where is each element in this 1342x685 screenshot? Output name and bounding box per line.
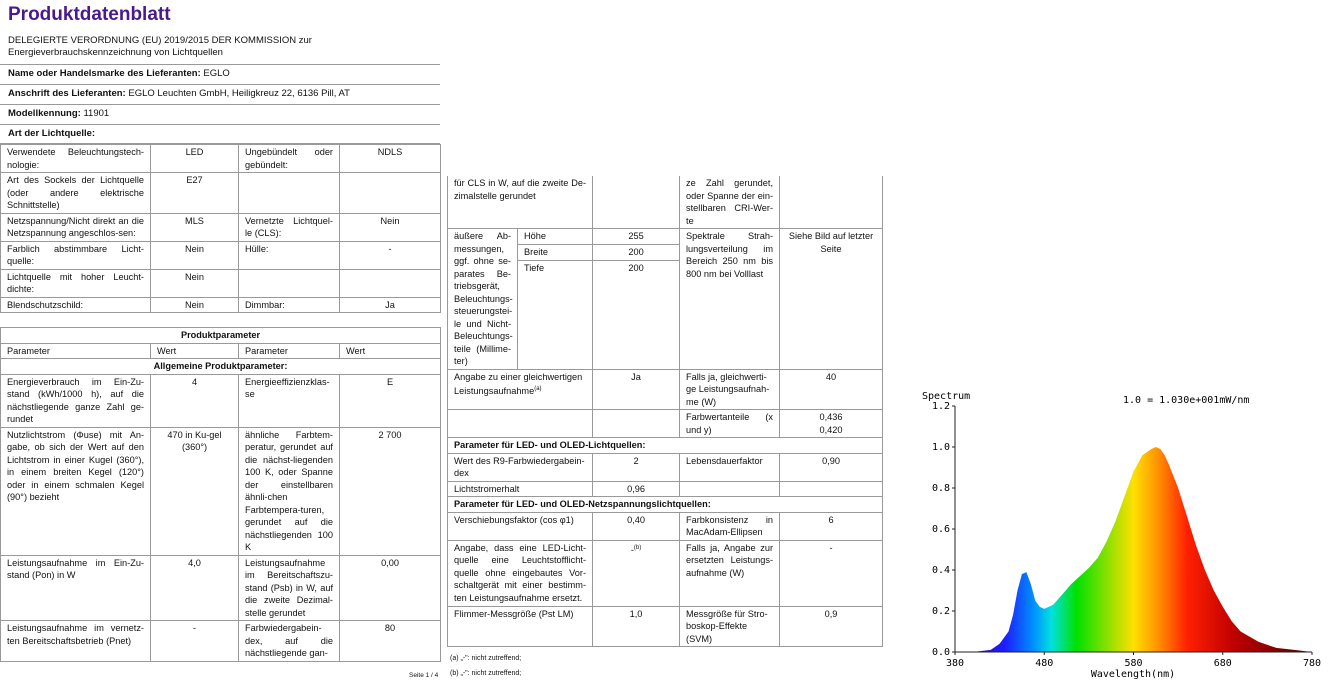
regulation-text-2: Energieverbrauchskennzeichnung von Lichtquellen [8,47,223,58]
general-cell-d: E [340,374,441,427]
left-cell-d [340,269,441,297]
model-value: 11901 [83,108,110,119]
general-cell-d: 2 700 [340,427,441,555]
product-params-table [0,327,441,662]
col-header-param: Parameter [1,343,151,359]
equiv-power-label [448,369,593,410]
left-row [1,213,441,241]
x-tick-label: 580 [1124,658,1143,669]
chroma-y: 0,420 [819,424,843,435]
y-tick-label: 0.8 [931,483,950,494]
left-cell-a: Farblich abstimmbare Licht-quelle: [1,241,151,269]
cls-standby-label: für CLS in W, auf die zweite De-zimalstelle gerundet [448,176,593,229]
color-consistency-value: 6 [780,512,883,540]
y-tick-label: 1.2 [931,401,950,412]
general-params-title: Allgemeine Produktparameter: [1,359,441,375]
left-cell-c [239,269,340,297]
stroboscopic-label: Messgröße für Stro-boskop-Effekte (SVM) [680,606,780,647]
general-cell-a: Nutzlichtstrom (Φuse) mit An-gabe, ob sich der Wert auf den Lichtstrom in einer Kugel (360°), in einem breiten Kegel (120°) oder in einem schmalen Kegel (90°) bezieht [1,427,151,555]
left-cell-b: Nein [151,241,239,269]
y-tick-label: 0.4 [931,565,950,576]
general-row [1,374,441,427]
general-cell-b: 4 [151,374,239,427]
stroboscopic-value: 0,9 [780,606,883,647]
r9-value: 2 [593,453,680,481]
cri-note: ze Zahl gerundet, oder Spanne der ein-stellbaren CRI-Wer-te [680,176,780,229]
life-factor-label: Lebensdauerfaktor [680,453,780,481]
left-cell-b: Nein [151,297,239,313]
general-cell-c: Farbwiedergabein-dex, auf die nächstliegende gan- [239,621,340,662]
left-cell-b: Nein [151,269,239,297]
empty-cell [593,410,680,438]
left-cell-c [239,173,340,214]
dim-width-value: 200 [593,245,680,261]
product-datasheet-left [0,0,440,685]
left-cell-d: NDLS [340,145,441,173]
footnote-a: (a) „-": nicht zutreffend; [450,655,522,662]
left-row [1,297,441,313]
chroma-x: 0,436 [819,412,843,422]
regulation-text: DELEGIERTE VERORDNUNG (EU) 2019/2015 DER KOMMISSION zur [8,35,312,46]
x-tick-label: 680 [1213,658,1232,669]
address-label: Anschrift des Lieferanten: [8,88,126,99]
replacement-if-value: - [780,540,883,606]
y-tick-label: 0.6 [931,524,950,535]
general-cell-c: Leistungsaufnahme im Bereitschaftszu-stand (Psb) in W, auf die zweite Dezimal-stelle gerundet [239,555,340,621]
replacement-if-label: Falls ja, Angabe zur ersetzten Leistungs-aufnahme (W) [680,540,780,606]
x-tick-label: 380 [945,658,965,669]
equiv-power-value: Ja [593,369,680,410]
model-label: Modellkennung: [8,108,81,119]
chroma-label: Farbwertanteile (x und y) [680,410,780,438]
replacement-label: Angabe, dass eine LED-Licht-quelle eine Leuchtstofflicht-quelle ohne eingebautes Vor-schaltgerät mit einer bestimm-ten Leistungsaufnahme ersetzt. [448,540,593,606]
left-cell-d: - [340,241,441,269]
left-cell-b: E27 [151,173,239,214]
led-params-title: Parameter für LED- und OLED-Lichtquellen: [448,438,883,454]
empty-cell [593,176,680,229]
life-factor-value: 0,90 [780,453,883,481]
left-cell-b: LED [151,145,239,173]
lumen-maint-label: Lichtstromerhalt [448,481,593,497]
left-cell-d: Ja [340,297,441,313]
lumen-maint-value: 0,96 [593,481,680,497]
flicker-value: 1,0 [593,606,680,647]
empty-cell [780,481,883,497]
general-cell-b: 470 in Ku-gel (360°) [151,427,239,555]
equiv-if-value: 40 [780,369,883,410]
dim-depth-label: Tiefe [518,261,593,369]
r9-label: Wert des R9-Farbwiedergabein-dex [448,453,593,481]
shift-factor-label: Verschiebungsfaktor (cos φ1) [448,512,593,540]
light-source-table [0,144,441,313]
equiv-power-text: Angabe zu einer gleichwertigen Leistungsaufnahme [454,371,583,397]
light-type-label: Art der Lichtquelle: [8,128,96,139]
general-row [1,555,441,621]
left-cell-a: Art des Sockels der Lichtquelle (oder andere elektrische Schnittstelle) [1,173,151,214]
left-cell-c: Dimmbar: [239,297,340,313]
left-row [1,269,441,297]
left-cell-a: Blendschutzschild: [1,297,151,313]
general-cell-b: - [151,621,239,662]
general-cell-d: 0,00 [340,555,441,621]
left-row [1,241,441,269]
general-cell-a: Leistungsaufnahme im vernetz-ten Bereitschaftsbetrieb (Pnet) [1,621,151,662]
dim-height-value: 255 [593,229,680,245]
empty-cell [680,481,780,497]
left-cell-d [340,173,441,214]
y-tick-label: 0.0 [931,647,950,658]
left-row [1,173,441,214]
general-cell-c: ähnliche Farbtem-peratur, gerundet auf die nächst-liegenden 100 K, oder Spanne der einstellbaren ähnli-chen Farbtempera-turen, gerundet auf die nächstliegenden 100 K [239,427,340,555]
col-header-param-2: Parameter [239,343,340,359]
empty-cell [448,410,593,438]
left-cell-a: Netzspannung/Nicht direkt an die Netzspannung angeschlos-sen: [1,213,151,241]
equiv-if-label: Falls ja, gleichwerti-ge Leistungsaufnah-me (W) [680,369,780,410]
left-cell-c: Hülle: [239,241,340,269]
left-row [1,145,441,173]
left-cell-c: Vernetzte Lichtquel-le (CLS): [239,213,340,241]
col-header-value: Wert [151,343,239,359]
general-cell-a: Leistungsaufnahme im Ein-Zu-stand (Pon) in W [1,555,151,621]
general-row [1,427,441,555]
general-cell-b: 4,0 [151,555,239,621]
col-header-value-2: Wert [340,343,441,359]
dim-width-label: Breite [518,245,593,261]
left-cell-a: Lichtquelle mit hoher Leucht-dichte: [1,269,151,297]
dim-depth-value: 200 [593,261,680,369]
replacement-sup: (b) [633,544,642,551]
spectral-value: Siehe Bild auf letzter Seite [780,229,883,370]
shift-factor-value: 0,40 [593,512,680,540]
general-cell-d: 80 [340,621,441,662]
spectrum-chart [918,385,1342,685]
y-tick-label: 0.2 [931,606,950,617]
spectral-label: Spektrale Strah-lungsverteilung im Bereich 250 nm bis 800 nm bei Volllast [680,229,780,370]
general-cell-c: Energieeffizienzklas-se [239,374,340,427]
product-params-title: Produktparameter [1,328,441,344]
empty-cell [780,176,883,229]
x-axis-label: Wavelength(nm) [1090,669,1176,680]
sheet-title: Produktdatenblatt [8,4,171,25]
left-cell-d: Nein [340,213,441,241]
address-value: EGLO Leuchten GmbH, Heiligkreuz 22, 6136 Pill, AT [128,88,350,99]
mains-params-title: Parameter für LED- und OLED-Netzspannungslichtquellen: [448,497,883,513]
page-number: Seite 1 / 4 [409,672,439,679]
dim-height-label: Höhe [518,229,593,245]
left-cell-c: Ungebündelt oder gebündelt: [239,145,340,173]
replacement-value-cell [593,540,680,606]
flicker-label: Flimmer-Messgröße (Pst LM) [448,606,593,647]
chart-scale-note: 1.0 = 1.030e+001mW/nm [1123,395,1250,406]
dimensions-label: äußere Ab-messungen, ggf. ohne se-parates Be-triebsgerät, Beleuchtungs-steuerungstei-le und Nicht-Beleuchtungs-teile (Millime-ter) [448,229,518,370]
x-tick-label: 780 [1302,658,1322,669]
color-consistency-label: Farbkonsistenz in MacAdam-Ellipsen [680,512,780,540]
replacement-value: - [630,544,634,555]
chart-title: Spectrum [922,391,971,402]
supplier-label: Name oder Handelsmarke des Lieferanten: [8,68,201,79]
footnote-b: (b) „-": nicht zutreffend; [450,670,522,677]
general-row [1,621,441,662]
y-tick-label: 1.0 [931,442,950,453]
product-params-continued [447,176,883,647]
left-cell-a: Verwendete Beleuchtungstech-nologie: [1,145,151,173]
spectrum-area [973,447,1312,652]
general-cell-a: Energieverbrauch im Ein-Zu-stand (kWh/1000 h), auf die nächstliegende ganze Zahl ge-rundet [1,374,151,427]
supplier-value: EGLO [203,68,230,79]
x-tick-label: 480 [1035,658,1054,669]
chroma-values [780,410,883,438]
equiv-power-sup: (a) [534,386,542,392]
left-cell-b: MLS [151,213,239,241]
